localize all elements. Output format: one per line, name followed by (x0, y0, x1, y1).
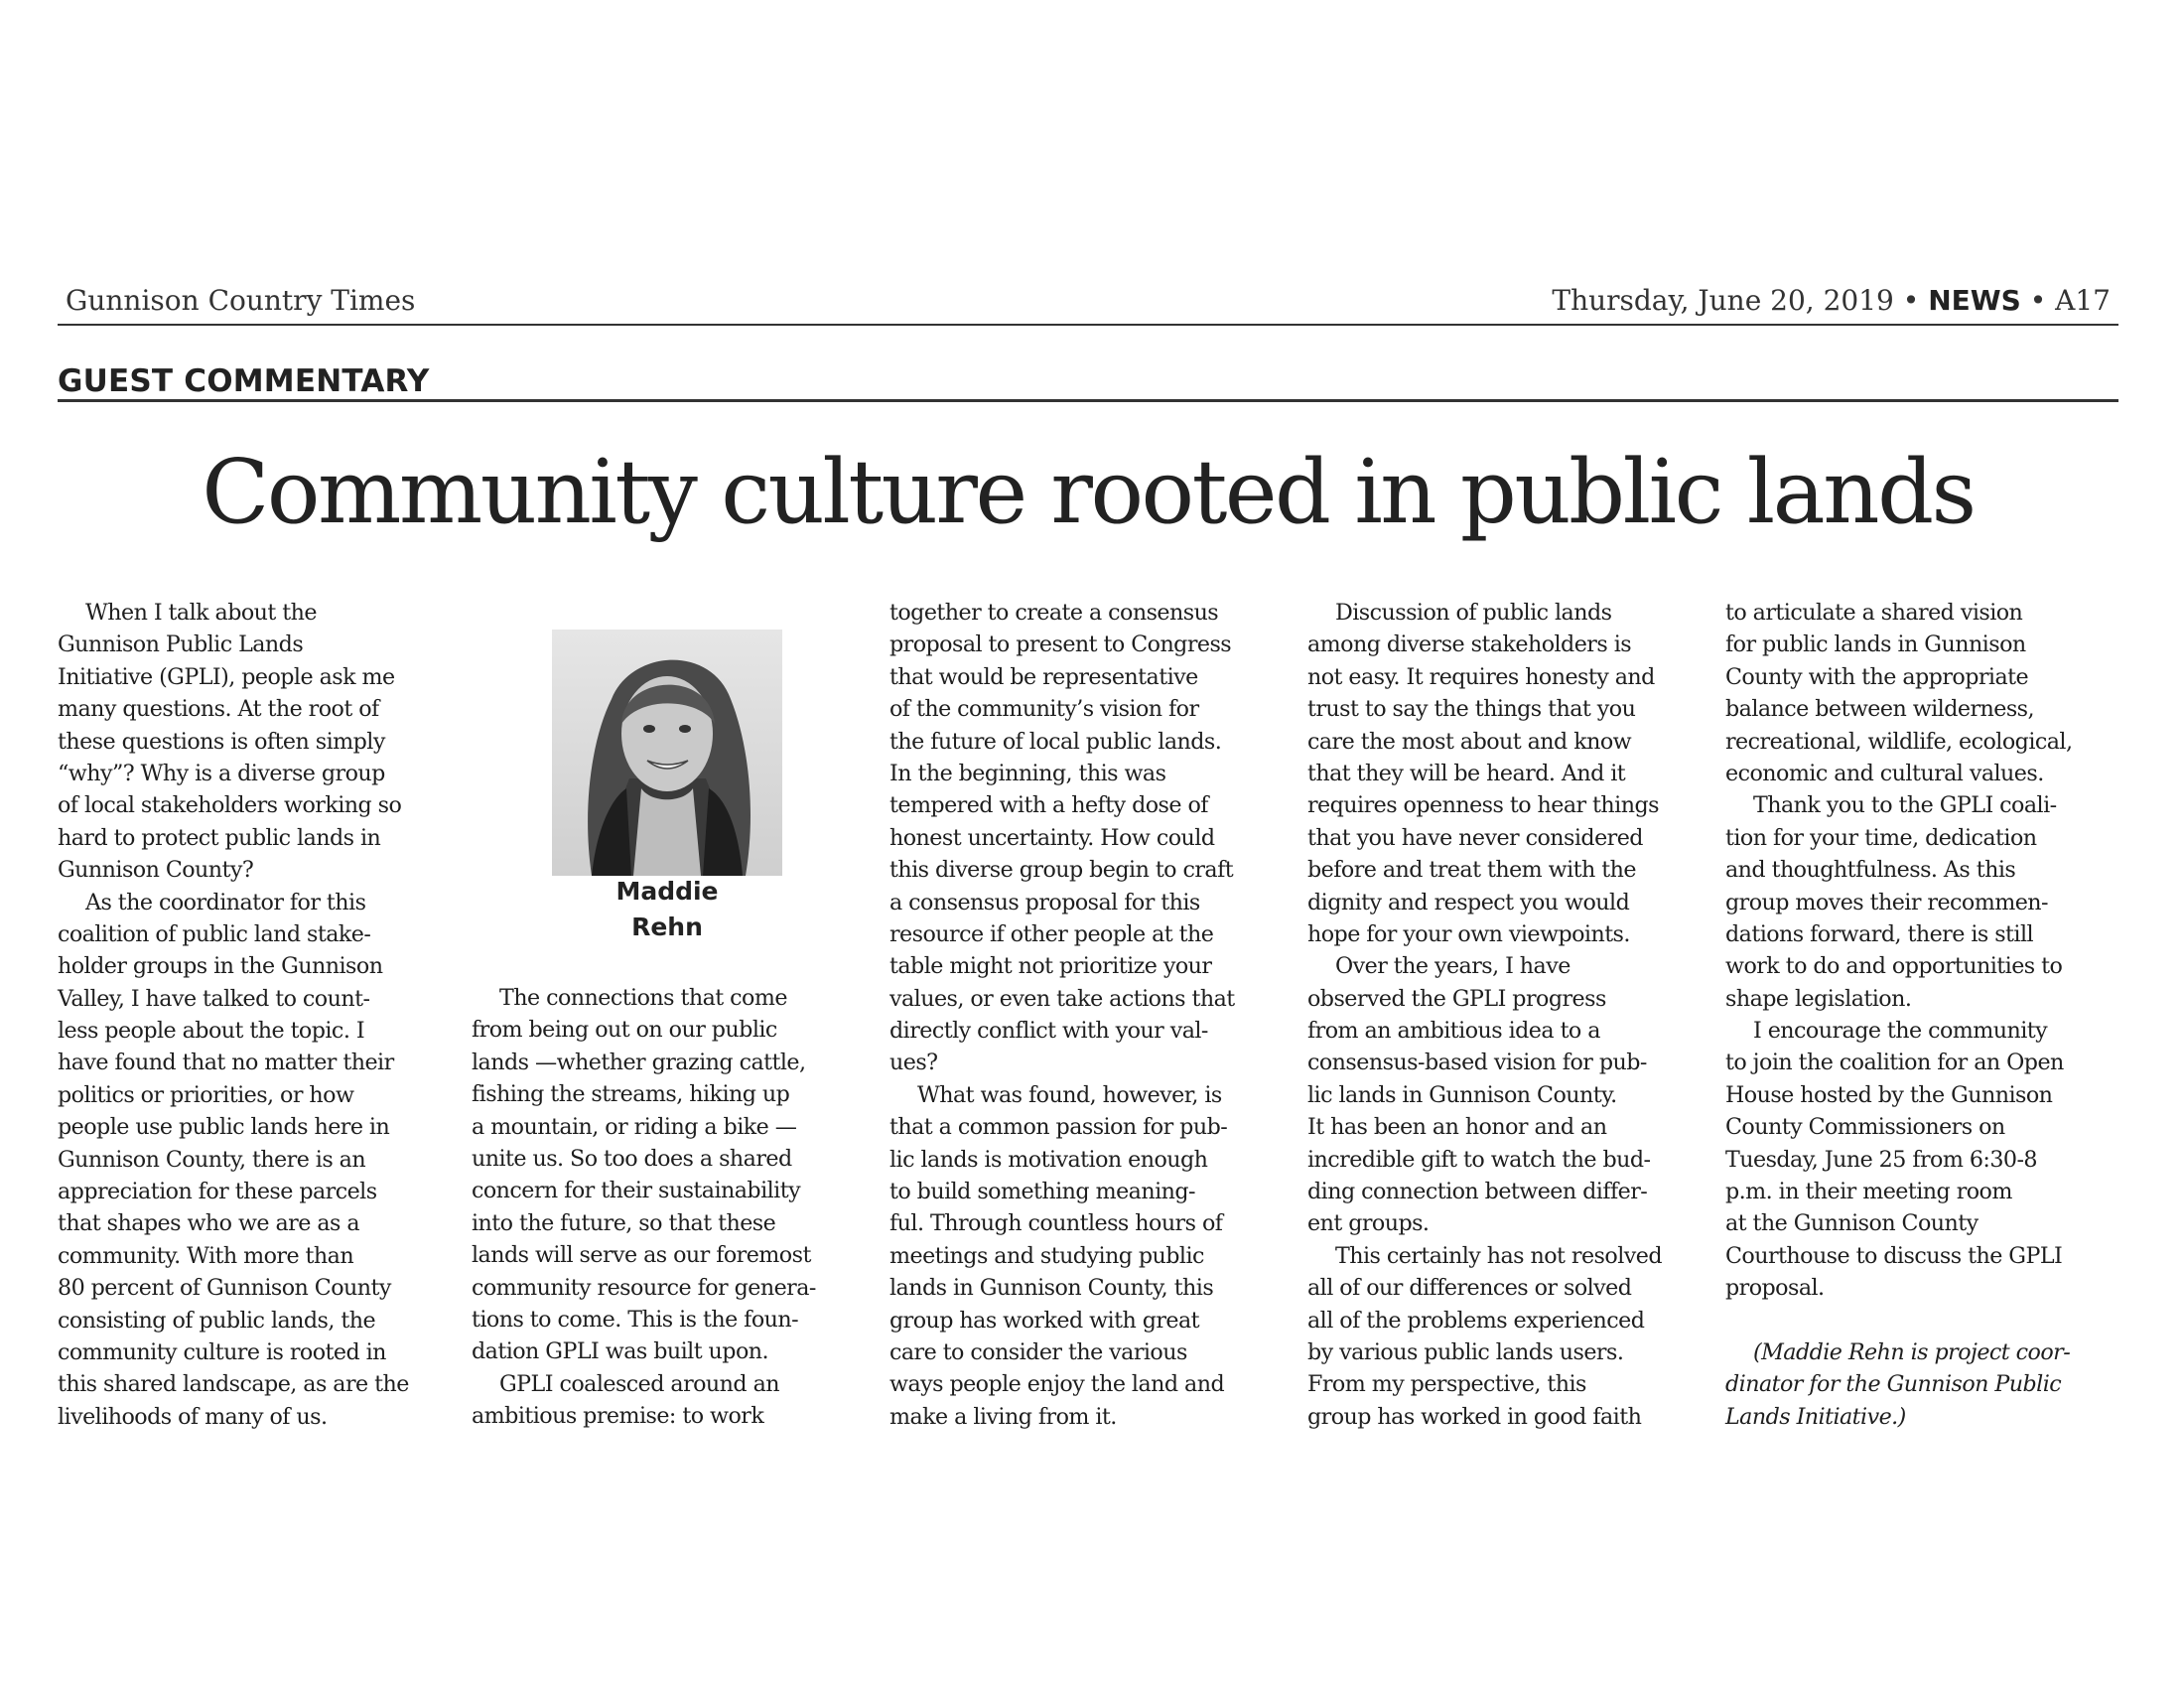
article-line: all of the problems experienced (1307, 1307, 1645, 1334)
article-line: a mountain, or riding a bike — (472, 1113, 797, 1140)
article-line: From my perspective, this (1307, 1371, 1586, 1398)
article-line: GPLI coalesced around an (499, 1370, 779, 1397)
article-line: many questions. At the root of (58, 696, 379, 723)
article-line: Gunnison Public Lands (58, 632, 304, 658)
article-line: make a living from it. (889, 1403, 1117, 1430)
article-line: community culture is rooted in (58, 1338, 386, 1365)
article-line: before and treat them with the (1307, 857, 1636, 884)
article-line: unite us. So too does a shared (472, 1145, 792, 1172)
article-line: dations forward, there is still (1725, 920, 2034, 947)
article-line: to join the coalition for an Open (1725, 1050, 2064, 1076)
article-line: group moves their recommen- (1725, 889, 2048, 915)
article-line: dation GPLI was built upon. (472, 1338, 769, 1365)
article-line: ways people enjoy the land and (889, 1371, 1225, 1398)
article-line: to build something meaning- (889, 1179, 1195, 1205)
article-line: Initiative (GPLI), people ask me (58, 663, 395, 690)
issue-date: Thursday, June 20, 2019 (1552, 284, 1894, 317)
article-line: proposal to present to Congress (889, 632, 1232, 658)
article-line: “why”? Why is a diverse group (58, 760, 385, 786)
article-line: fishing the streams, hiking up (472, 1081, 790, 1108)
article-line: dignity and respect you would (1307, 889, 1630, 915)
article-line: requires openness to hear things (1307, 792, 1659, 819)
article-line: care to consider the various (889, 1338, 1187, 1365)
article-line: Discussion of public lands (1335, 600, 1612, 626)
article-line: The connections that come (499, 985, 787, 1011)
article-line: politics or priorities, or how (58, 1081, 354, 1108)
author-note-line: Lands Initiative.) (1725, 1403, 1906, 1430)
article-line: Gunnison County? (58, 857, 254, 884)
article-line: tions to come. This is the foun- (472, 1306, 799, 1333)
article-line: for public lands in Gunnison (1725, 632, 2026, 658)
article-line: directly conflict with your val- (889, 1018, 1208, 1045)
author-portrait-illustration (552, 630, 782, 876)
author-byline (552, 874, 782, 945)
article-line: lands —whether grazing cattle, (472, 1049, 806, 1075)
article-line: coalition of public land stake- (58, 920, 371, 947)
article-line: shape legislation. (1725, 985, 1912, 1012)
article-line: at the Gunnison County (1725, 1210, 1979, 1237)
author-note-line: dinator for the Gunnison Public (1725, 1371, 2062, 1398)
article-line: observed the GPLI progress (1307, 985, 1606, 1012)
article-line: lic lands is motivation enough (889, 1146, 1208, 1173)
author-note-line: (Maddie Rehn is project coor- (1753, 1338, 2071, 1365)
article-line: this diverse group begin to craft (889, 857, 1234, 884)
article-line: this shared landscape, as are the (58, 1371, 409, 1398)
article-line: that a common passion for pub- (889, 1114, 1228, 1141)
article-line: community resource for genera- (472, 1274, 816, 1301)
article-line: ues? (889, 1050, 938, 1076)
article-line: Courthouse to discuss the GPLI (1725, 1242, 2063, 1269)
article-line: economic and cultural values. (1725, 760, 2044, 786)
author-last-name: Rehn (631, 913, 703, 941)
article-line: lands in Gunnison County, this (889, 1275, 1214, 1302)
article-line: by various public lands users. (1307, 1338, 1624, 1365)
article-line: table might not prioritize your (889, 953, 1212, 980)
dateline (1552, 284, 2111, 317)
article-line: incredible gift to watch the bud- (1307, 1146, 1651, 1173)
article-line: p.m. in their meeting room (1725, 1179, 2012, 1205)
article-line: lands will serve as our foremost (472, 1242, 811, 1269)
masthead (58, 284, 2118, 326)
article-column-5 (1725, 597, 2105, 1433)
article-line: County Commissioners on (1725, 1114, 2005, 1141)
page-number: A17 (2055, 284, 2111, 317)
article-line: 80 percent of Gunnison County (58, 1275, 391, 1302)
article-line: When I talk about the (85, 600, 317, 626)
article-line: lic lands in Gunnison County. (1307, 1081, 1617, 1108)
article-line: ent groups. (1307, 1210, 1430, 1237)
article-line: concern for their sustainability (472, 1178, 801, 1204)
article-line: into the future, so that these (472, 1209, 776, 1236)
article-line: from an ambitious idea to a (1307, 1018, 1600, 1045)
article-line: among diverse stakeholders is (1307, 632, 1632, 658)
article-line: proposal. (1725, 1275, 1825, 1302)
article-line (1725, 1305, 2105, 1336)
article-line: This certainly has not resolved (1335, 1242, 1662, 1269)
article-line: to articulate a shared vision (1725, 600, 2023, 626)
article-line: people use public lands here in (58, 1114, 390, 1141)
article-line: work to do and opportunities to (1725, 953, 2063, 980)
article-line: of the community’s vision for (889, 696, 1199, 723)
article-line: ambitious premise: to work (472, 1403, 764, 1430)
article-line: have found that no matter their (58, 1050, 394, 1076)
article-line: holder groups in the Gunnison (58, 953, 383, 980)
article-line: tempered with a hefty dose of (889, 792, 1208, 819)
article-line: balance between wilderness, (1725, 696, 2035, 723)
article-column-3 (889, 597, 1269, 1433)
article-line: ding connection between differ- (1307, 1179, 1648, 1205)
article-line: consensus-based vision for pub- (1307, 1050, 1647, 1076)
article-line: that shapes who we are as a (58, 1210, 360, 1237)
article-line: of local stakeholders working so (58, 792, 402, 819)
article-line: that would be representative (889, 663, 1198, 690)
article-line: that they will be heard. And it (1307, 760, 1626, 786)
article-line: appreciation for these parcels (58, 1179, 377, 1205)
article-line: the future of local public lands. (889, 728, 1222, 755)
article-line: Over the years, I have (1335, 953, 1570, 980)
section-label: NEWS (1928, 284, 2021, 317)
article-line: hope for your own viewpoints. (1307, 920, 1630, 947)
article-line: all of our differences or solved (1307, 1275, 1632, 1302)
article-line: group has worked with great (889, 1307, 1200, 1334)
article-line: and thoughtfulness. As this (1725, 857, 2016, 884)
article-line: ful. Through countless hours of (889, 1210, 1223, 1237)
section-heading-bar (58, 363, 2118, 402)
article-column-1 (58, 597, 437, 1433)
article-line: trust to say the things that you (1307, 696, 1636, 723)
newspaper-name: Gunnison Country Times (66, 284, 416, 317)
article-line: What was found, however, is (917, 1081, 1222, 1108)
article-line: meetings and studying public (889, 1242, 1204, 1269)
article-line: together to create a consensus (889, 600, 1219, 626)
article-column-2 (472, 982, 851, 1432)
article-column-4 (1307, 597, 1687, 1433)
author-first-name: Maddie (615, 877, 719, 906)
article-line: hard to protect public lands in (58, 824, 381, 851)
article-line: livelihoods of many of us. (58, 1403, 328, 1430)
article-line: It has been an honor and an (1307, 1114, 1607, 1141)
article-line: community. With more than (58, 1242, 354, 1269)
headline: Community culture rooted in public lands (202, 440, 1975, 543)
section-heading: GUEST COMMENTARY (58, 363, 430, 399)
article-line: Tuesday, June 25 from 6:30-8 (1725, 1146, 2037, 1173)
article-line: House hosted by the Gunnison (1725, 1081, 2053, 1108)
article-line: these questions is often simply (58, 728, 385, 755)
dateline-separator: • (2020, 284, 2056, 317)
article-line: Thank you to the GPLI coali- (1753, 792, 2057, 819)
article-line: consisting of public lands, the (58, 1307, 376, 1334)
article-line: not easy. It requires honesty and (1307, 663, 1655, 690)
article-line: values, or even take actions that (889, 985, 1235, 1012)
article-line: less people about the topic. I (58, 1018, 365, 1045)
article-line: care the most about and know (1307, 728, 1632, 755)
article-line: County with the appropriate (1725, 663, 2029, 690)
article-line: Gunnison County, there is an (58, 1146, 366, 1173)
author-photo (552, 630, 782, 876)
article-line: As the coordinator for this (85, 889, 366, 915)
article-line: resource if other people at the (889, 920, 1214, 947)
article-line: from being out on our public (472, 1017, 777, 1044)
article-line: honest uncertainty. How could (889, 824, 1215, 851)
article-line: I encourage the community (1753, 1018, 2048, 1045)
article-line: Valley, I have talked to count- (58, 985, 370, 1012)
article-line: a consensus proposal for this (889, 889, 1200, 915)
article-line: In the beginning, this was (889, 760, 1166, 786)
dateline-separator: • (1893, 284, 1929, 317)
article-line: recreational, wildlife, ecological, (1725, 728, 2073, 755)
article-line: that you have never considered (1307, 824, 1643, 851)
article-line: tion for your time, dedication (1725, 824, 2037, 851)
article-line: group has worked in good faith (1307, 1403, 1642, 1430)
